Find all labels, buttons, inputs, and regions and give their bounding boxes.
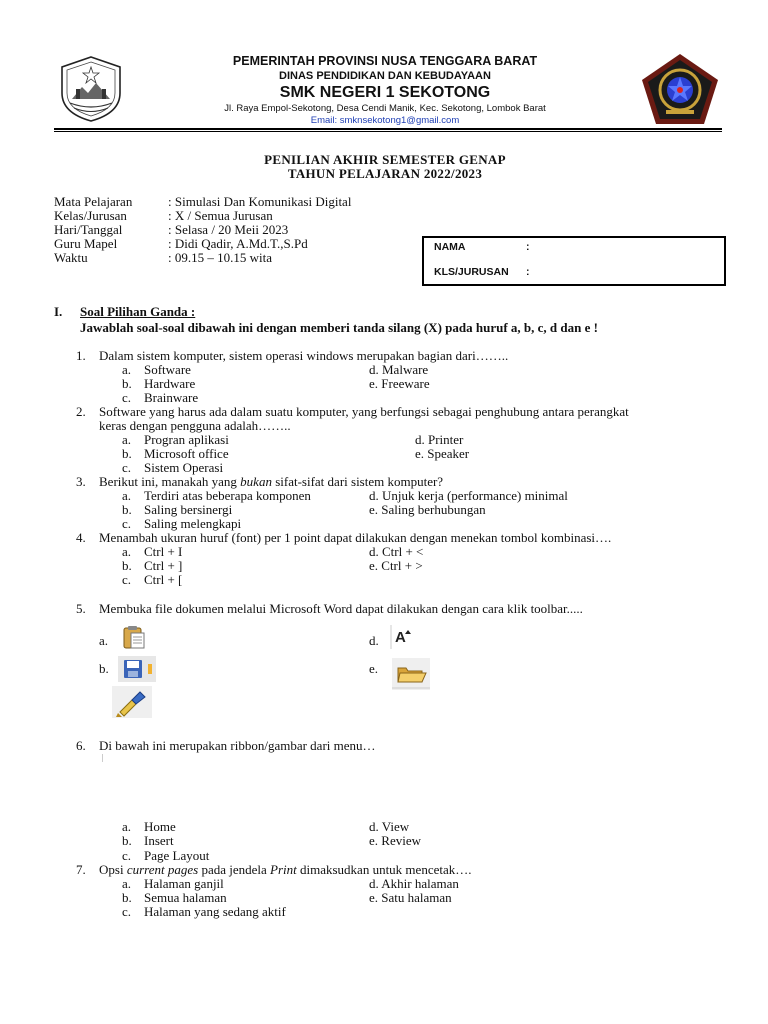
option-e[interactable]: e. Satu halaman [369,890,452,905]
question-text: Opsi current pages pada jendela Print dimaksudkan untuk mencetak…. [99,862,472,877]
question-text: Berikut ini, manakah yang bukan sifat-sifat dari sistem komputer? [99,474,444,489]
question-number: 1. [76,348,86,363]
provincial-emblem-icon [54,53,128,125]
option-a[interactable]: a. Software [122,362,191,377]
info-value: : Didi Qadir, A.Md.T.,S.Pd [168,236,308,251]
option-e[interactable]: e. Review [369,833,421,848]
question-text: Software yang harus ada dalam suatu komputer, yang berfungsi sebagai penghubung antara perangkat [99,404,629,419]
open-folder-icon[interactable] [392,658,430,690]
info-label: Kelas/Jurusan [54,208,127,223]
question-text-continued: keras dengan pengguna adalah…….. [99,418,291,433]
question-number: 6. [76,738,86,753]
letterhead-email: Email: smknsekotong1@gmail.com [310,115,460,126]
option-d[interactable]: d. View [369,819,410,834]
info-value: : Simulasi Dan Komunikasi Digital [168,194,352,209]
info-value: : 09.15 – 10.15 wita [168,250,272,265]
option-e[interactable]: e. Speaker [415,446,470,461]
question-number: 4. [76,530,86,545]
exam-title: PENILIAN AKHIR SEMESTER GENAP [264,152,506,167]
question-text: Dalam sistem komputer, sistem operasi windows merupakan bagian dari…….. [99,348,509,363]
letterhead-school-name: SMK NEGERI 1 SEKOTONG [279,84,491,101]
option-b[interactable]: b. [99,661,109,676]
name-label: NAMA [434,241,466,253]
question-text: Membuka file dokumen melalui Microsoft Word dapat dilakukan dengan cara klik toolbar..... [99,601,583,616]
option-d[interactable]: d. Unjuk kerja (performance) minimal [369,488,568,503]
option-c[interactable]: c. Ctrl + [ [122,572,183,587]
class-label: KLS/JURUSAN [434,266,509,278]
question-text: Menambah ukuran huruf (font) per 1 point dapat dilakukan dengan menekan tombol kombinasi…. [99,530,612,545]
header-divider [54,128,722,130]
option-e[interactable]: e. Saling berhubungan [369,502,486,517]
option-d[interactable]: d. Malware [369,362,429,377]
question-number: 5. [76,601,86,616]
paste-icon[interactable] [120,625,150,651]
section-number: I. [54,304,63,319]
student-name-box[interactable] [422,236,726,286]
save-icon[interactable] [118,656,156,682]
school-logo-icon [640,52,720,126]
format-painter-icon[interactable] [112,686,152,718]
info-label: Mata Pelajaran [54,194,133,209]
option-b[interactable]: b. Insert [122,833,174,848]
question-number: 7. [76,862,86,877]
info-value: : X / Semua Jurusan [168,208,273,223]
option-b[interactable]: b. Hardware [122,376,196,391]
option-b[interactable]: b. Semua halaman [122,890,227,905]
info-value: : Selasa / 20 Meii 2023 [168,222,289,237]
question-number: 3. [76,474,86,489]
option-e[interactable]: e. Freeware [369,376,430,391]
question-text: Di bawah ini merupakan ribbon/gambar dari menu… [99,738,376,753]
header-divider-thin [54,131,722,132]
option-c[interactable]: c. Saling melengkapi [122,516,242,531]
option-c[interactable]: c. Brainware [122,390,199,405]
option-d[interactable]: d. Akhir halaman [369,876,459,891]
option-a[interactable]: a. [99,633,109,648]
info-label: Waktu [54,250,88,265]
letterhead-department: DINAS PENDIDIKAN DAN KEBUDAYAAN [279,70,491,82]
question-number: 2. [76,404,86,419]
option-a[interactable]: a. Progran aplikasi [122,432,229,447]
section-title: Soal Pilihan Ganda : [80,304,196,319]
option-d[interactable]: d. Printer [415,432,464,447]
option-e[interactable]: e. Ctrl + > [369,558,423,573]
option-b[interactable]: b. Ctrl + ] [122,558,183,573]
option-a[interactable]: a. Home [122,819,176,834]
option-b[interactable]: b. Saling bersinergi [122,502,233,517]
option-c[interactable]: c. Halaman yang sedang aktif [122,904,286,919]
section-instruction: Jawablah soal-soal dibawah ini dengan memberi tanda silang (X) pada huruf a, b, c, d dan e ! [80,320,598,335]
ribbon-image-placeholder [102,754,103,762]
option-c[interactable]: c. Page Layout [122,848,210,863]
letterhead-address: Jl. Raya Empol-Sekotong, Desa Cendi Manik, Kec. Sekotong, Lombok Barat [224,103,546,114]
class-colon: : [526,266,530,278]
info-label: Hari/Tanggal [54,222,123,237]
svg-text:A: A [395,629,406,646]
option-d[interactable]: d. [369,633,379,648]
option-a[interactable]: a. Ctrl + I [122,544,183,559]
info-label: Guru Mapel [54,236,118,251]
name-colon: : [526,241,530,253]
option-e[interactable]: e. [369,661,379,676]
exam-year: TAHUN PELAJARAN 2022/2023 [287,166,483,181]
grow-font-icon[interactable] [389,625,415,649]
option-c[interactable]: c. Sistem Operasi [122,460,224,475]
option-d[interactable]: d. Ctrl + < [369,544,424,559]
letterhead-government: PEMERINTAH PROVINSI NUSA TENGGARA BARAT [232,54,538,68]
option-a[interactable]: a. Halaman ganjil [122,876,224,891]
option-b[interactable]: b. Microsoft office [122,446,229,461]
option-a[interactable]: a. Terdiri atas beberapa komponen [122,488,311,503]
